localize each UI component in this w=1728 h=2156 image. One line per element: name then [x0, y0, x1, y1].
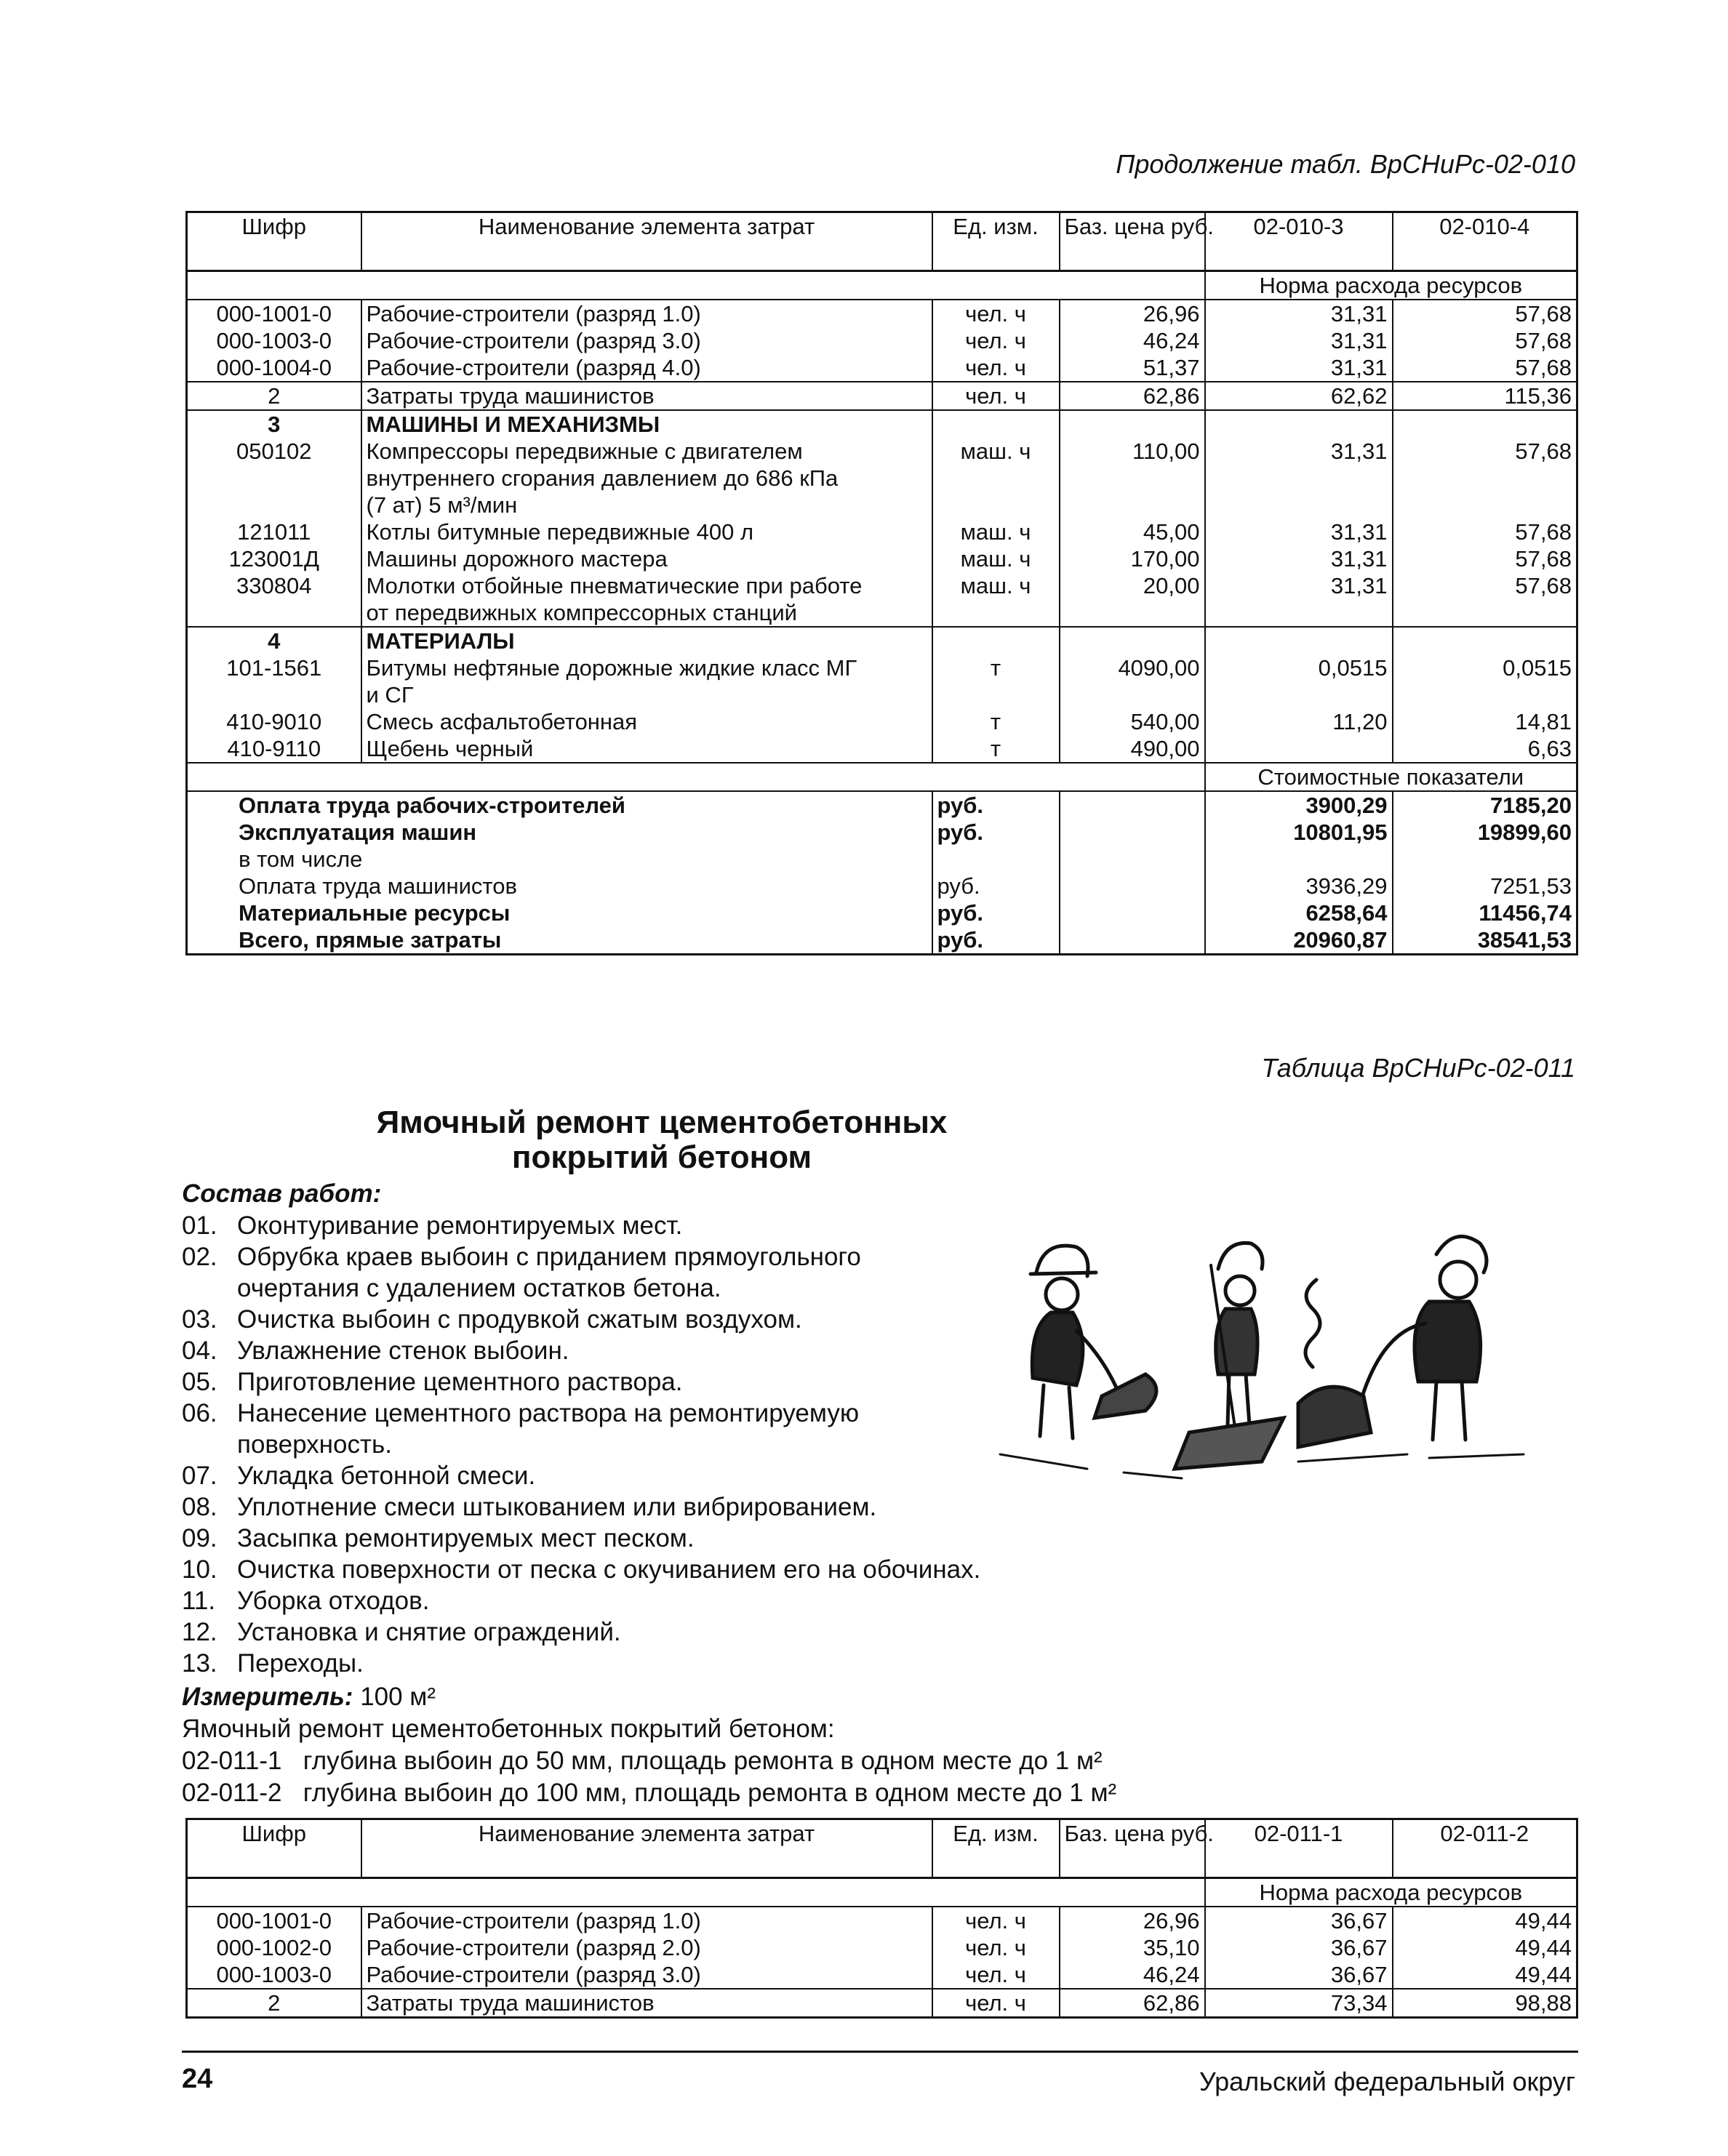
- row-code: 000-1003-0: [216, 1962, 332, 1987]
- row-price: 490,00: [1060, 735, 1205, 763]
- row-unit: т: [932, 735, 1060, 763]
- row-code: 121011: [237, 519, 311, 545]
- row-v1: 62,62: [1205, 382, 1393, 410]
- cost-row: [187, 873, 1577, 899]
- row-v2: 98,88: [1393, 1989, 1577, 2018]
- row-name: Смесь асфальтобетонная: [361, 708, 932, 735]
- item-line: [182, 1777, 1116, 1808]
- table1: [185, 211, 1578, 955]
- section-code: 4: [187, 627, 361, 654]
- footer-region: Уральский федеральный округ: [1199, 2067, 1575, 2096]
- work-item: [182, 1429, 982, 1460]
- row-name: Рабочие-строители (разряд 1.0): [361, 1907, 932, 1934]
- works-list: [182, 1210, 982, 1679]
- cost-row: [187, 791, 1577, 819]
- header-code: Шифр: [187, 212, 361, 271]
- row-unit: маш. ч: [932, 518, 1060, 545]
- work-text: поверхность.: [237, 1430, 392, 1459]
- row-name: Рабочие-строители (разряд 3.0): [361, 1961, 932, 1989]
- row-price: 62,86: [1060, 382, 1205, 410]
- row-v1: 36,67: [1205, 1934, 1393, 1961]
- row-name-line: Компрессоры передвижные с двигателем: [366, 438, 803, 464]
- footer-divider: [182, 2051, 1578, 2053]
- cost-label-row: [187, 763, 1577, 791]
- work-item: [182, 1585, 982, 1616]
- work-number: 06.: [182, 1399, 217, 1427]
- work-item: [182, 1304, 982, 1335]
- row-unit: чел. ч: [932, 327, 1060, 354]
- work-number: 09.: [182, 1524, 217, 1552]
- row-v1: 36,67: [1205, 1907, 1393, 1934]
- work-text: Обрубка краев выбоин с приданием прямоугольного: [237, 1243, 861, 1271]
- header-name: Наименование элемента затрат: [361, 212, 932, 271]
- section-name: МАТЕРИАЛЫ: [361, 627, 932, 654]
- row-v2: 49,44: [1393, 1934, 1577, 1961]
- row-unit: чел. ч: [932, 1934, 1060, 1961]
- row-code: 000-1004-0: [216, 355, 332, 380]
- works-label: Состав работ:: [182, 1179, 382, 1208]
- row-price: 4090,00: [1060, 654, 1205, 708]
- work-text: Засыпка ремонтируемых мест песком.: [237, 1524, 695, 1552]
- work-item: [182, 1491, 982, 1523]
- row-price: 26,96: [1060, 300, 1205, 327]
- work-text: Увлажнение стенок выбоин.: [237, 1337, 569, 1365]
- work-text: Оконтуривание ремонтируемых мест.: [237, 1211, 683, 1240]
- row-v1: 73,34: [1205, 1989, 1393, 2018]
- operators-row: [187, 1989, 1577, 2018]
- table1-caption: Продолжение табл. ВрСНиРс-02-010: [1116, 149, 1575, 179]
- table-row: [187, 654, 1577, 708]
- work-number: 02.: [182, 1243, 217, 1271]
- section-title-line: Ямочный ремонт цементобетонных: [376, 1105, 948, 1140]
- cost-unit: руб.: [932, 873, 1060, 899]
- work-number: 10.: [182, 1555, 217, 1584]
- work-item: [182, 1273, 982, 1304]
- cost-v1: 3900,29: [1205, 791, 1393, 819]
- work-text: Очистка поверхности от песка с окучиванием его на обочинах.: [237, 1555, 981, 1584]
- row-name-line: Молотки отбойные пневматические при работе: [366, 573, 863, 598]
- row-v1: 31,31: [1205, 545, 1393, 572]
- work-number: 12.: [182, 1618, 217, 1646]
- row-price: 170,00: [1060, 545, 1205, 572]
- row-code: 000-1001-0: [216, 1908, 332, 1933]
- cost-row: [187, 926, 1577, 955]
- work-text: Укладка бетонной смеси.: [237, 1462, 536, 1490]
- work-item: [182, 1648, 982, 1679]
- section-title: [276, 1105, 1047, 1175]
- cost-v2: 7251,53: [1393, 873, 1577, 899]
- cost-v2: 11456,74: [1393, 899, 1577, 926]
- work-text: Уборка отходов.: [237, 1587, 430, 1615]
- cost-name: Оплата труда машинистов: [239, 873, 517, 899]
- table-row: [187, 708, 1577, 735]
- header-price: Баз. цена руб.: [1060, 1819, 1205, 1878]
- row-unit: чел. ч: [932, 1989, 1060, 2018]
- row-price: 540,00: [1060, 708, 1205, 735]
- header-code: Шифр: [187, 1819, 361, 1878]
- row-v2: 57,68: [1393, 438, 1577, 518]
- row-unit: маш. ч: [932, 572, 1060, 627]
- row-unit: чел. ч: [932, 382, 1060, 410]
- row-price: 26,96: [1060, 1907, 1205, 1934]
- norm-row: [187, 1878, 1577, 1907]
- cost-row: [187, 819, 1577, 846]
- row-code: 101-1561: [226, 655, 322, 681]
- item-text: глубина выбоин до 50 мм, площадь ремонта в одном месте до 1 м²: [303, 1747, 1103, 1775]
- section-code: 3: [268, 412, 281, 437]
- row-unit: чел. ч: [932, 1907, 1060, 1934]
- row-unit: т: [932, 654, 1060, 708]
- row-name: Рабочие-строители (разряд 2.0): [361, 1934, 932, 1961]
- item-line: [182, 1745, 1103, 1776]
- row-price: 46,24: [1060, 327, 1205, 354]
- work-item: [182, 1460, 982, 1491]
- page-number: 24: [182, 2064, 213, 2094]
- row-v2: 6,63: [1393, 735, 1577, 763]
- row-name: Рабочие-строители (разряд 4.0): [361, 354, 932, 382]
- table-row: [187, 1907, 1577, 1934]
- table-row: [187, 438, 1577, 518]
- cost-name: Материальные ресурсы: [239, 900, 511, 926]
- meter-line: [182, 1681, 436, 1712]
- row-name: [361, 572, 932, 627]
- header-col2: 02-011-2: [1393, 1819, 1577, 1878]
- work-item: [182, 1210, 982, 1241]
- item-text: глубина выбоин до 100 мм, площадь ремонта в одном месте до 1 м²: [303, 1779, 1117, 1807]
- table-row: [187, 572, 1577, 627]
- row-v1: [1205, 735, 1393, 763]
- cost-row: [187, 899, 1577, 926]
- cost-v2: 7185,20: [1393, 791, 1577, 819]
- item-code: 02-011-2: [182, 1779, 282, 1807]
- row-unit: чел. ч: [932, 1961, 1060, 1989]
- cost-v2: 38541,53: [1393, 926, 1577, 955]
- meter-label: Измеритель:: [182, 1683, 353, 1711]
- work-number: 04.: [182, 1337, 217, 1365]
- row-code: 410-9010: [226, 709, 322, 734]
- work-number: 05.: [182, 1368, 217, 1396]
- row-v2: 115,36: [1393, 382, 1577, 410]
- row-name-line: внутреннего сгорания давлением до 686 кПа: [366, 465, 839, 491]
- header-col1: 02-011-1: [1205, 1819, 1393, 1878]
- header-price: Баз. цена руб.: [1060, 212, 1205, 271]
- row-name: [361, 654, 932, 708]
- work-text: Приготовление цементного раствора.: [237, 1368, 683, 1396]
- row-name: Котлы битумные передвижные 400 л: [361, 518, 932, 545]
- header-col1: 02-010-3: [1205, 212, 1393, 271]
- norm-label: Норма расхода ресурсов: [1205, 271, 1577, 300]
- row-name-line: и СГ: [366, 682, 414, 708]
- row-name: Щебень черный: [361, 735, 932, 763]
- row-name: Рабочие-строители (разряд 1.0): [361, 300, 932, 327]
- cost-unit: руб.: [932, 791, 1060, 819]
- row-unit: чел. ч: [932, 354, 1060, 382]
- row-price: 110,00: [1060, 438, 1205, 518]
- row-code: 2: [187, 1989, 361, 2018]
- header-unit: Ед. изм.: [932, 212, 1060, 271]
- cost-v2: 19899,60: [1393, 819, 1577, 846]
- road-workers-illustration: [993, 1222, 1545, 1483]
- row-price: 46,24: [1060, 1961, 1205, 1989]
- row-v1: 11,20: [1205, 708, 1393, 735]
- cost-name: Всего, прямые затраты: [239, 927, 502, 953]
- row-unit: маш. ч: [932, 545, 1060, 572]
- row-name: [361, 438, 932, 518]
- row-name-line: (7 ат) 5 м³/мин: [366, 492, 518, 518]
- row-v2: 14,81: [1393, 708, 1577, 735]
- cost-v1: 6258,64: [1205, 899, 1393, 926]
- work-number: 03.: [182, 1305, 217, 1334]
- work-item: [182, 1523, 982, 1554]
- row-v2: 57,68: [1393, 354, 1577, 382]
- work-number: 01.: [182, 1211, 217, 1240]
- operators-row: [187, 382, 1577, 410]
- header-unit: Ед. изм.: [932, 1819, 1060, 1878]
- row-name-line: Битумы нефтяные дорожные жидкие класс МГ: [366, 655, 857, 681]
- cost-row: [187, 846, 1577, 873]
- row-v2: 57,68: [1393, 572, 1577, 627]
- row-unit: чел. ч: [932, 300, 1060, 327]
- work-number: 08.: [182, 1493, 217, 1521]
- row-v1: 31,31: [1205, 438, 1393, 518]
- table2: [185, 1818, 1578, 2019]
- table-row: [187, 1961, 1577, 1989]
- row-v1: 31,31: [1205, 518, 1393, 545]
- row-code: 330804: [236, 573, 312, 598]
- work-text: очертания с удалением остатков бетона.: [237, 1274, 721, 1302]
- table-row: [187, 300, 1577, 327]
- cost-label: Стоимостные показатели: [1205, 763, 1577, 791]
- table2-caption: Таблица ВрСНиРс-02-011: [1261, 1053, 1575, 1083]
- row-code: 000-1003-0: [216, 328, 332, 353]
- table-row: [187, 327, 1577, 354]
- row-v2: 0,0515: [1393, 654, 1577, 708]
- row-code: 123001Д: [228, 546, 319, 572]
- row-name-line: от передвижных компрессорных станций: [366, 600, 797, 625]
- row-name: Затраты труда машинистов: [361, 382, 932, 410]
- row-v1: 31,31: [1205, 300, 1393, 327]
- cost-v1: 20960,87: [1205, 926, 1393, 955]
- work-text: Очистка выбоин с продувкой сжатым воздухом.: [237, 1305, 802, 1334]
- row-name: Рабочие-строители (разряд 3.0): [361, 327, 932, 354]
- norm-label: Норма расхода ресурсов: [1205, 1878, 1577, 1907]
- item-code: 02-011-1: [182, 1747, 282, 1775]
- row-name: Машины дорожного мастера: [361, 545, 932, 572]
- work-item: [182, 1241, 982, 1273]
- meter-value: 100 м²: [360, 1683, 436, 1711]
- row-price: 35,10: [1060, 1934, 1205, 1961]
- row-v2: 57,68: [1393, 518, 1577, 545]
- cost-v1: 3936,29: [1205, 873, 1393, 899]
- row-code: 050102: [236, 438, 312, 464]
- cost-v1: 10801,95: [1205, 819, 1393, 846]
- row-price: 20,00: [1060, 572, 1205, 627]
- header-col2: 02-010-4: [1393, 212, 1577, 271]
- table2-header-row: [187, 1819, 1577, 1878]
- row-v2: 49,44: [1393, 1907, 1577, 1934]
- table-row: [187, 1934, 1577, 1961]
- cost-name: Оплата труда рабочих-строителей: [239, 793, 625, 818]
- header-name: Наименование элемента затрат: [361, 1819, 932, 1878]
- work-item: [182, 1616, 982, 1648]
- row-v1: 31,31: [1205, 354, 1393, 382]
- section-row: [187, 627, 1577, 654]
- row-code: 2: [187, 382, 361, 410]
- row-code: 410-9110: [227, 736, 321, 761]
- row-code: 000-1001-0: [216, 301, 332, 326]
- row-price: 62,86: [1060, 1989, 1205, 2018]
- row-price: 51,37: [1060, 354, 1205, 382]
- table-row: [187, 735, 1577, 763]
- work-item: [182, 1554, 982, 1585]
- cost-name: Эксплуатация машин: [239, 819, 477, 845]
- work-text: Установка и снятие ограждений.: [237, 1618, 621, 1646]
- row-v2: 49,44: [1393, 1961, 1577, 1989]
- work-item: [182, 1335, 982, 1366]
- section-title-line: покрытий бетоном: [511, 1139, 812, 1175]
- table1-header-row: [187, 212, 1577, 271]
- row-v1: 36,67: [1205, 1961, 1393, 1989]
- row-v1: 31,31: [1205, 572, 1393, 627]
- row-v2: 57,68: [1393, 327, 1577, 354]
- work-number: 13.: [182, 1649, 217, 1678]
- cost-name: в том числе: [239, 846, 363, 872]
- section-row: [187, 410, 1577, 438]
- work-text: Переходы.: [237, 1649, 364, 1678]
- work-number: 07.: [182, 1462, 217, 1490]
- section-name: МАШИНЫ И МЕХАНИЗМЫ: [361, 410, 932, 438]
- row-v2: 57,68: [1393, 545, 1577, 572]
- work-number: [182, 1273, 237, 1304]
- norm-row: [187, 271, 1577, 300]
- cost-unit: руб.: [932, 819, 1060, 846]
- cost-unit: руб.: [932, 926, 1060, 955]
- description: Ямочный ремонт цементобетонных покрытий бетоном:: [182, 1715, 835, 1743]
- row-code: 000-1002-0: [216, 1935, 332, 1960]
- row-v2: 57,68: [1393, 300, 1577, 327]
- row-name: Затраты труда машинистов: [361, 1989, 932, 2018]
- work-text: Нанесение цементного раствора на ремонтируемую: [237, 1399, 860, 1427]
- row-unit: т: [932, 708, 1060, 735]
- work-item: [182, 1366, 982, 1398]
- row-price: 45,00: [1060, 518, 1205, 545]
- row-unit: маш. ч: [932, 438, 1060, 518]
- work-number: 11.: [182, 1587, 216, 1615]
- row-v1: 0,0515: [1205, 654, 1393, 708]
- cost-unit: руб.: [932, 899, 1060, 926]
- table-row: [187, 518, 1577, 545]
- table-row: [187, 354, 1577, 382]
- work-number: [182, 1429, 237, 1460]
- work-text: Уплотнение смеси штыкованием или вибрированием.: [237, 1493, 877, 1521]
- table-row: [187, 545, 1577, 572]
- work-item: [182, 1398, 982, 1429]
- row-v1: 31,31: [1205, 327, 1393, 354]
